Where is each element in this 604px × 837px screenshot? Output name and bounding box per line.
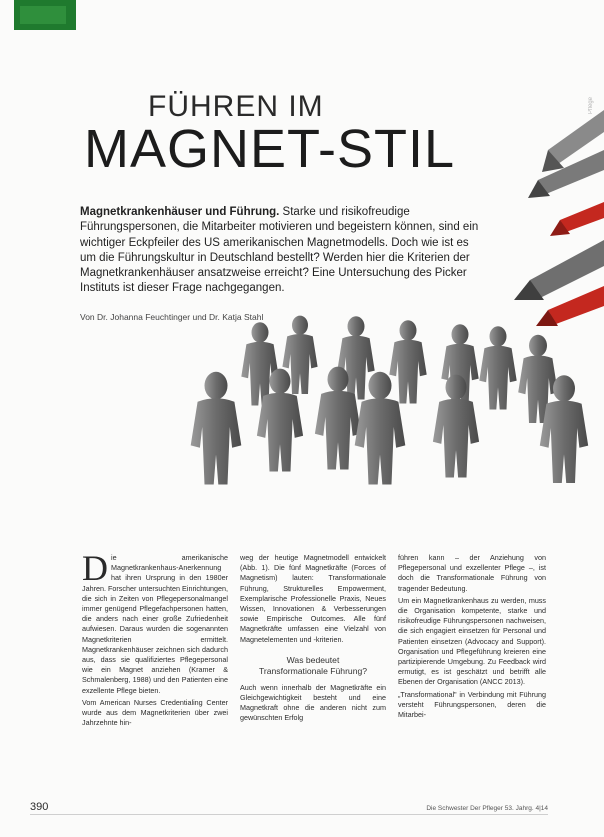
- article-title-line2: MAGNET-STIL: [84, 119, 456, 179]
- page-number: 390: [30, 801, 49, 813]
- footer-divider: [30, 814, 548, 815]
- section-color-tab: [14, 0, 76, 30]
- text-column-2: [240, 553, 386, 726]
- text-column-1: [82, 548, 228, 730]
- paragraph: Auch wenn innerhalb der Magnetkräfte ein Gleichgewichtigkeit besteht und eine Magnetkraft ohne die anderen nicht zum gewünschten Erfolg: [240, 682, 386, 723]
- paragraph: „Transformational" in Verbindung mit Führung versteht Führungspersonen, deren die Mitarbei-: [398, 689, 546, 720]
- drop-cap: D: [82, 548, 108, 588]
- article-title-line1: FÜHREN IM: [148, 90, 324, 123]
- article-byline: Von Dr. Johanna Feuchtinger und Dr. Katja Stahl: [80, 312, 264, 322]
- intro-text: Starke und risikofreudige Führungspersonen, die Mitarbeiter motivieren und begeistern können, sind ein wichtiger Eckpfeiler des US amerikanischen Magnetmodells. Doch wie ist es um die Führungskultur in Deutschland bestellt? Werden hier die Kriterien der Magnetkrankenhäuser ansatzweise erreicht? Eine Untersuchung des Picker Instituts ist dieser Frage nachgegangen.: [80, 206, 479, 295]
- intro-lead: Magnetkrankenhäuser und Führung.: [80, 206, 280, 218]
- paragraph: Vom American Nurses Credentialing Center wurde aus dem Magnetkriterien über zwei Jahrzehnte hin-: [82, 697, 228, 728]
- article-intro: [80, 205, 480, 297]
- text-column-3: [398, 553, 546, 722]
- person-figure: [241, 322, 278, 405]
- section-subheading: Was bedeutet Transformationale Führung?: [258, 654, 368, 676]
- person-figure: [479, 326, 516, 409]
- paragraph: Die amerikanische Magnetkrankenhaus-Anerkennung hat ihren Ursprung in den 1980er Jahren. Forscher untersuchten Einrichtungen, die sich in Zeiten von Pflegepersonalmangel immer genügend Pflegefachpersonen hatten, die anders nach einer große Zufriedenheit aufwiesen. Daraus wurden die sogenannten Magnetkriterien ermittelt. Magnetkrankenhäuser zeichnen sich dadurch aus, dass sie qualifiziertes Pflegepersonal wie ein Magnet anziehen (Kramer & Schmalenberg, 1988) und den Patienten eine exzellente Pflege bieten.: [82, 548, 228, 695]
- paragraph: führen kann – der Anziehung von Pflegepersonal und exzellenter Pflege –, ist doch die Transformationale Führung von tragender Bedeutung.: [398, 553, 546, 593]
- arrow-shape: [514, 240, 604, 300]
- side-section-label: Pflege: [588, 96, 594, 114]
- paragraph: Um ein Magnetkrankenhaus zu werden, muss die Organisation kompetente, starke und risikofreudige Führungspersonen nachweisen, die sich engagiert einsetzen für Personal und Patienten einsetzen (Advocacy and Support). Organisation und Pflegeführung kreieren eine partizipierende Umgebung. Zu Feedback wird ermutigt, es ist geschätzt und betrifft alle Ebenen der Organisation (ANCC 2013).: [398, 595, 546, 687]
- person-figure: [191, 372, 242, 485]
- publication-source: Die Schwester Der Pfleger 53. Jahrg. 4|14: [426, 805, 548, 812]
- person-figure: [433, 375, 479, 478]
- paragraph: weg der heutige Magnetmodell entwickelt (Abb. 1). Die fünf Magnetkräfte (Forces of Magnetism) lauten: Transformationale Führung, Strukturelles Empowerment, Exemplarische Professionelle Praxis, Neues Wissen, Innovationen & Verbesserungen sowie Empirische Outcomes. Alle fünf Magnetkräfte umfassen eine Vielzahl von Magnetelementen und -kriterien.: [240, 553, 386, 644]
- people-figures-illustration: [160, 300, 604, 510]
- arrow-shape: [550, 202, 604, 236]
- person-figure: [389, 320, 426, 403]
